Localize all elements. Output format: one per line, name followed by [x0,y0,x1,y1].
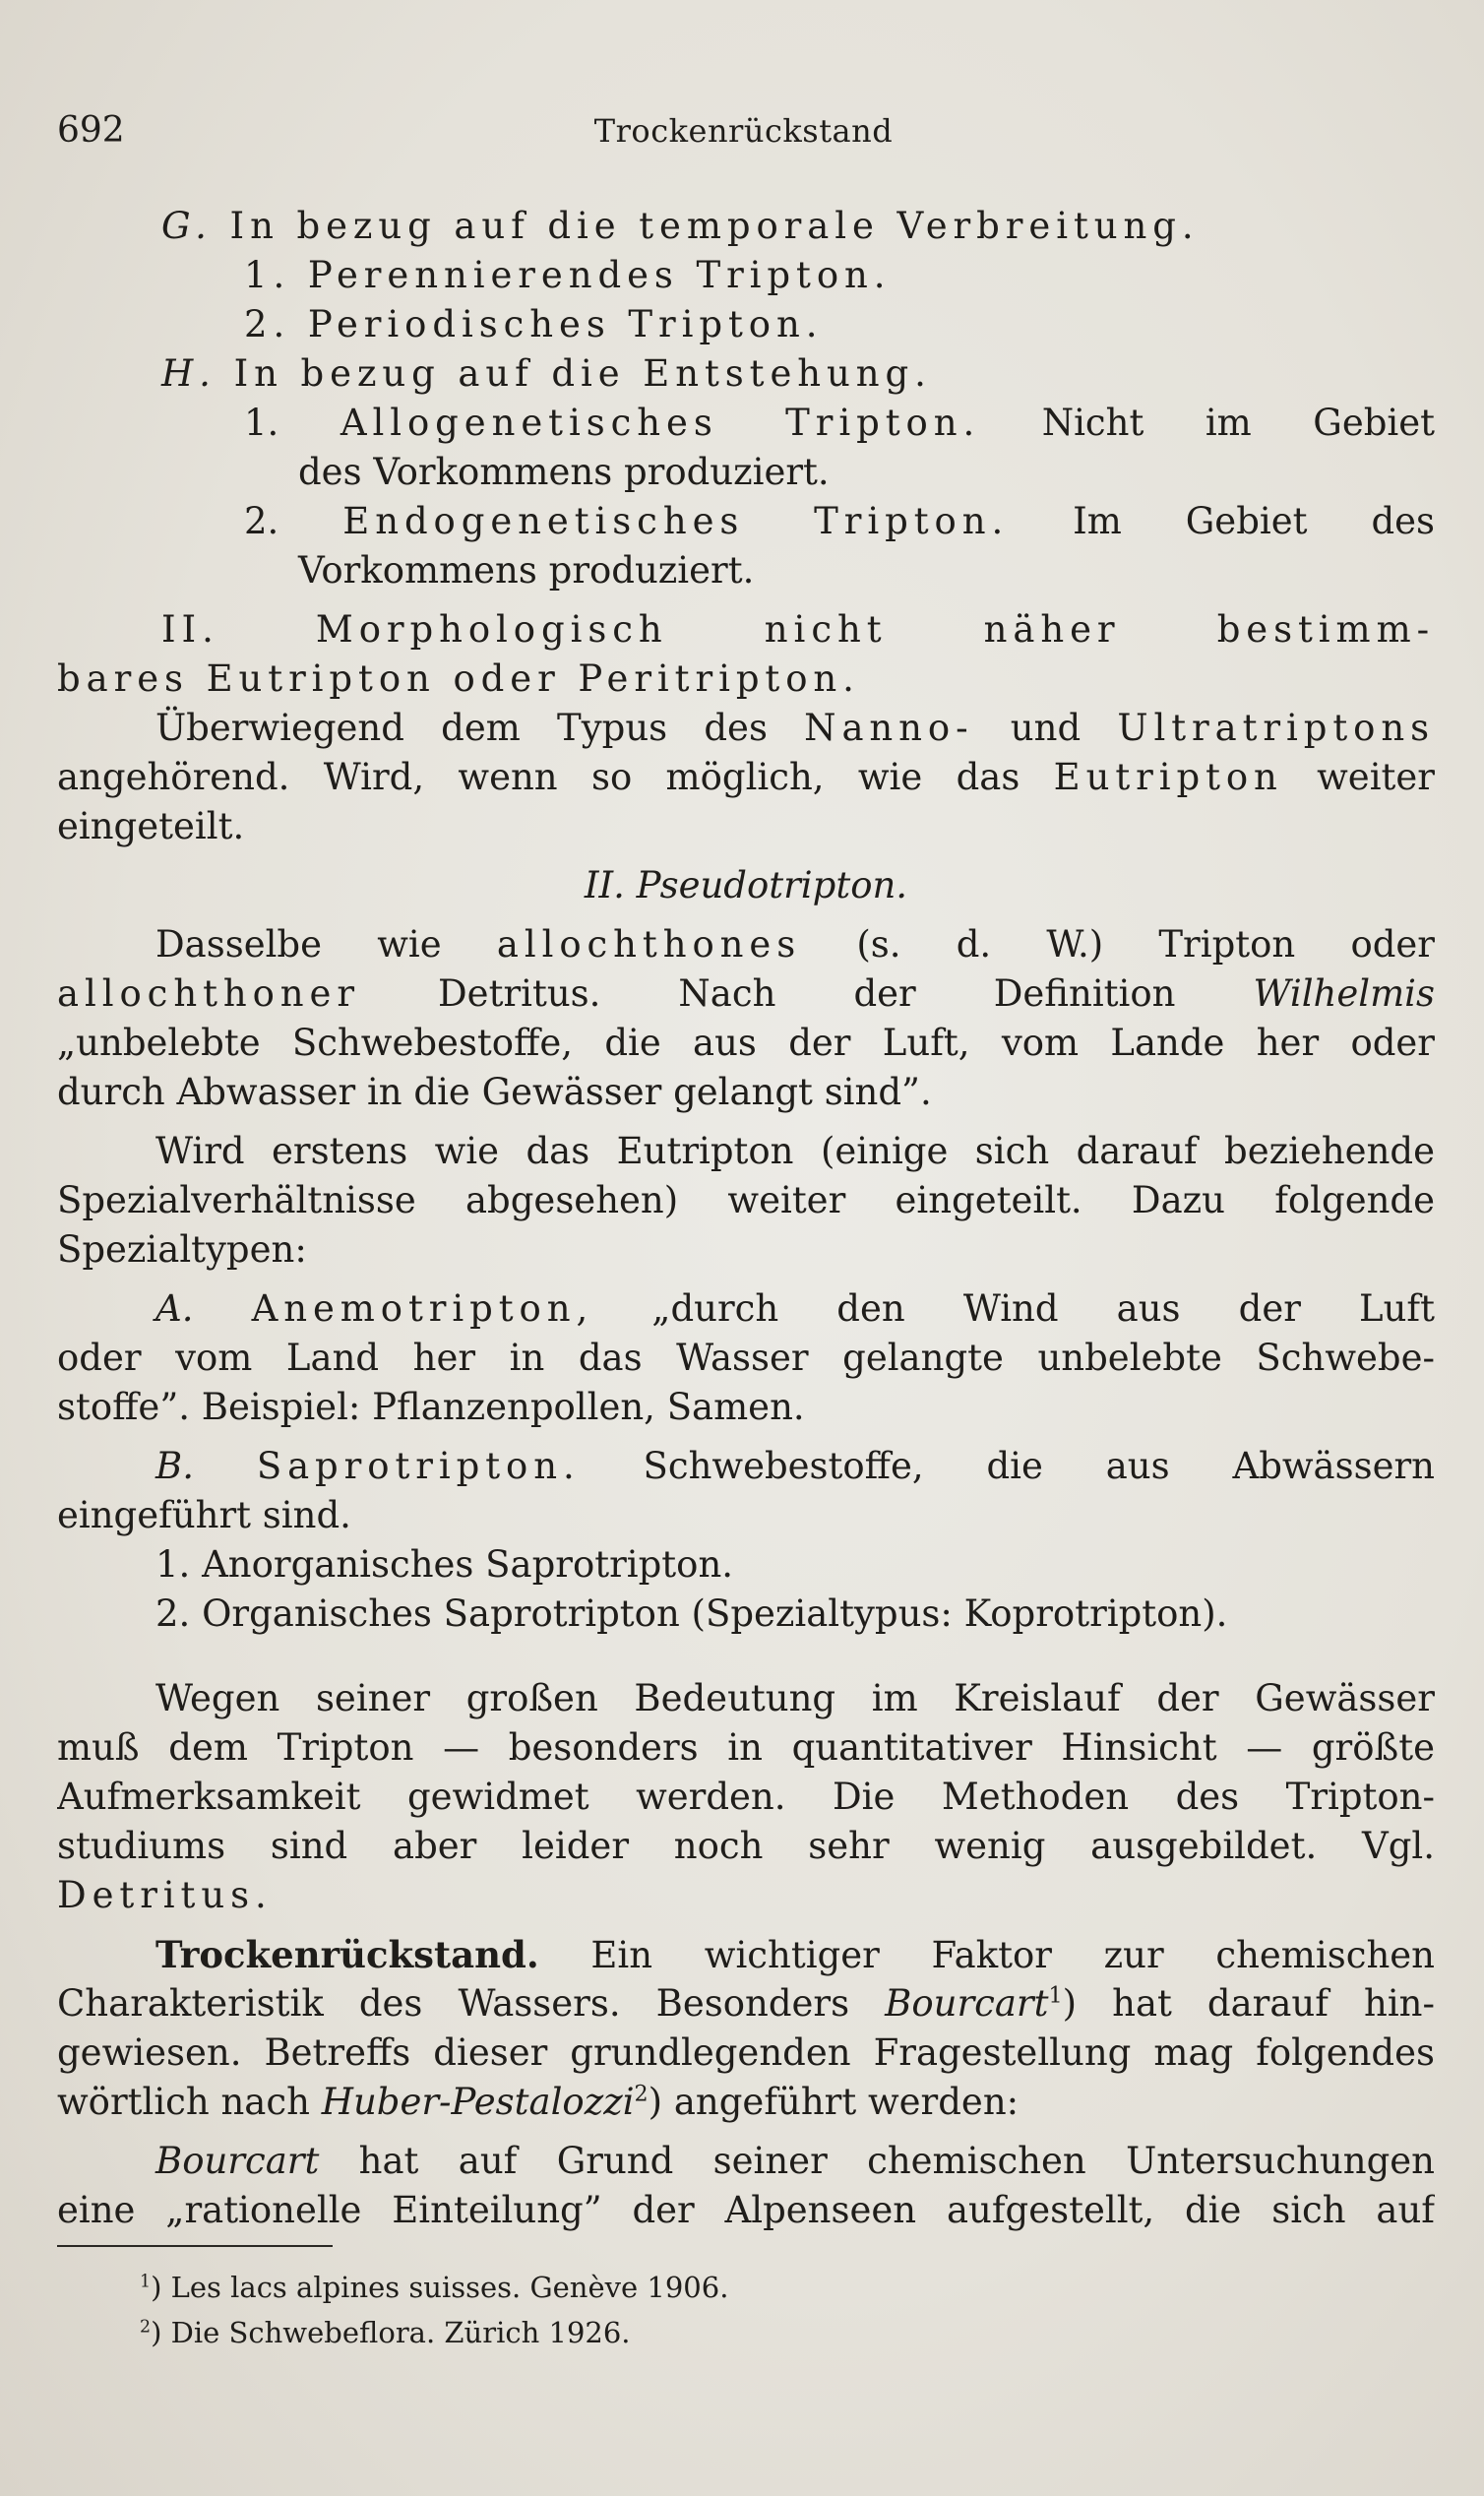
pseudo-b-line-2: eingeführt sind. [57,1494,351,1536]
section-h-item-2-term: Endogenetisches Tripton. [342,500,1010,542]
trocken-p2-name: Bourcart [155,2140,320,2182]
pseudo-b-line-1 [57,1442,1435,1491]
pseudo-line-2 [57,969,1435,1019]
section-h-item-1-rest: Nicht im Gebiet [1041,402,1435,444]
footnote-2-text: ) Die Schwebeflora. Zürich 1926. [151,2316,631,2349]
morph-paragraph-line-1 [57,704,1435,753]
section-h-heading [57,349,1435,399]
section-h-item-2-cont: Vorkommens produziert. [298,549,755,592]
pseudo-l2-text: Detritus. Nach der Definition [359,972,1254,1015]
pseudo-a-marker: A. [155,1287,194,1330]
importance-line-2: muß dem Tripton — besonders in quantitativer Hinsicht — größte [57,1726,1435,1769]
pseudo-b-marker: B. [155,1445,194,1487]
footnote-ref-1[interactable]: 1 [1048,1982,1063,2009]
pseudo-p2-line-2: Spezialverhältnisse abgesehen) weiter eingeteilt. Dazu folgende [57,1179,1435,1221]
morph-paragraph-line-2 [57,753,1435,802]
pseudo-a-term: Anemotripton, [251,1287,594,1330]
section-h-heading-text: In bezug auf die Entstehung. [233,352,932,395]
morph-heading-line-1: II. Morphologisch nicht näher bestimm- [161,608,1435,651]
pseudo-a-line-1 [57,1284,1435,1334]
page-number: 692 [57,110,125,151]
morph-p1-text-b: und [973,707,1118,749]
footnote-2-mark: 2 [140,2317,152,2338]
section-h-item-2-num: 2. [244,500,279,542]
page-body [57,202,1435,2355]
footnote-2 [57,2310,1435,2355]
trocken-line-2 [57,1979,1435,2028]
trocken-p2-l1-rest: hat auf Grund seiner chemischen Untersuchungen [319,2140,1435,2182]
trocken-l2-text-b: ) hat darauf hin- [1062,1982,1435,2025]
section-g-marker: G. [161,205,213,247]
section-h-item-1 [57,399,1435,448]
pseudo-b-item-1: 1. Anorganisches Saprotripton. [155,1543,734,1586]
pseudo-line-1 [57,920,1435,969]
pseudo-a-line-2: oder vom Land her in das Wasser gelangte unbelebte Schwebe- [57,1337,1435,1379]
trocken-l2-name: Bourcart [885,1982,1049,2025]
pseudo-l1-text-b: (s. d. W.) Tripton oder [801,923,1435,966]
morph-p1-text-a: Überwiegend dem Typus des [155,707,805,749]
morph-p1-term-ultra: Ultratriptons [1117,707,1435,749]
section-h-item-1-cont: des Vorkommens produziert. [298,451,830,493]
morph-p1-term-nanno: Nanno- [804,707,974,749]
running-title: Trockenrückstand [593,112,894,150]
trocken-p2-line-2: eine „rationelle Einteilung” der Alpenseen aufgestellt, die sich auf [57,2189,1435,2231]
pseudo-l1-text-a: Dasselbe wie [155,923,497,966]
trocken-l2-text-a: Charakteristik des Wassers. Besonders [57,1982,886,2025]
morph-p2-text-b: weiter [1282,756,1435,798]
trocken-l4-text-b: ) angeführt werden: [648,2081,1020,2123]
footnote-ref-2[interactable]: 2 [634,2081,649,2107]
morph-p2-text-a: angehörend. Wird, wenn so möglich, wie das [57,756,1054,798]
pseudo-b-item-2: 2. Organisches Saprotripton (Spezialtypus: Koprotripton). [155,1592,1228,1635]
importance-line-1: Wegen seiner großen Bedeutung im Kreislauf der Gewässer [155,1677,1435,1719]
pseudotripton-heading: II. Pseudotripton. [584,864,908,906]
page-header [57,110,1430,161]
section-h-marker: H. [161,352,216,395]
importance-line-5: Detritus. [57,1874,273,1916]
trocken-line-4 [57,2078,1435,2127]
trocken-p2-line-1 [57,2137,1435,2186]
pseudo-l1-term: allochthones [496,923,802,966]
section-g-heading-text: In bezug auf die temporale Verbreitung. [229,205,1200,247]
pseudo-line-4: durch Abwasser in die Gewässer gelangt sind”. [57,1071,932,1113]
pseudo-a-l1-rest: „durch den Wind aus der Luft [593,1287,1435,1330]
section-h-item-2 [57,497,1435,546]
morph-p2-term: Eutripton [1053,756,1283,798]
trocken-l1-rest: Ein wichtiger Faktor zur chemischen [538,1934,1435,1976]
trocken-term: Trockenrückstand. [155,1933,539,1976]
footnote-1-mark: 1 [140,2272,152,2292]
section-g-item-2: 2. Periodisches Tripton. [244,303,824,345]
importance-line-4: studiums sind aber leider noch sehr wenig ausgebildet. Vgl. [57,1825,1435,1867]
footnote-1 [57,2265,1435,2310]
footnote-1-text: ) Les lacs alpines suisses. Genève 1906. [151,2271,729,2304]
footnote-rule [57,2245,333,2247]
pseudo-l2-name: Wilhelmis [1253,972,1435,1015]
trocken-line-3: gewiesen. Betreffs dieser grundlegenden Fragestellung mag folgendes [57,2031,1435,2074]
morph-heading-line-2: bares Eutripton oder Peritripton. [57,657,860,700]
section-h-item-1-num: 1. [244,402,279,444]
section-h-item-1-term: Allogenetisches Tripton. [340,402,981,444]
trocken-l4-name: Huber-Pestalozzi [321,2081,635,2123]
pseudo-p2-line-1: Wird erstens wie das Eutripton (einige sich darauf beziehende [155,1130,1435,1172]
section-h-item-2-rest: Im Gebiet des [1073,500,1435,542]
section-g-item-1: 1. Perennierendes Tripton. [244,254,892,296]
pseudo-b-l1-rest: Schwebestoffe, die aus Abwässern [580,1445,1435,1487]
pseudo-a-line-3: stoffe”. Beispiel: Pflanzenpollen, Samen. [57,1386,805,1428]
trocken-line-1 [57,1930,1435,1979]
trocken-l4-text-a: wörtlich nach [57,2081,322,2123]
pseudo-p2-line-3: Spezialtypen: [57,1228,307,1271]
section-g-heading [57,202,1435,251]
pseudo-line-3: „unbelebte Schwebestoffe, die aus der Luft, vom Lande her oder [57,1022,1435,1064]
morph-paragraph-line-3: eingeteilt. [57,805,245,847]
pseudo-l2-term: allochthoner [57,972,360,1015]
pseudo-b-term: Saprotripton. [256,1445,581,1487]
importance-line-3: Aufmerksamkeit gewidmet werden. Die Methoden des Tripton- [57,1776,1435,1818]
